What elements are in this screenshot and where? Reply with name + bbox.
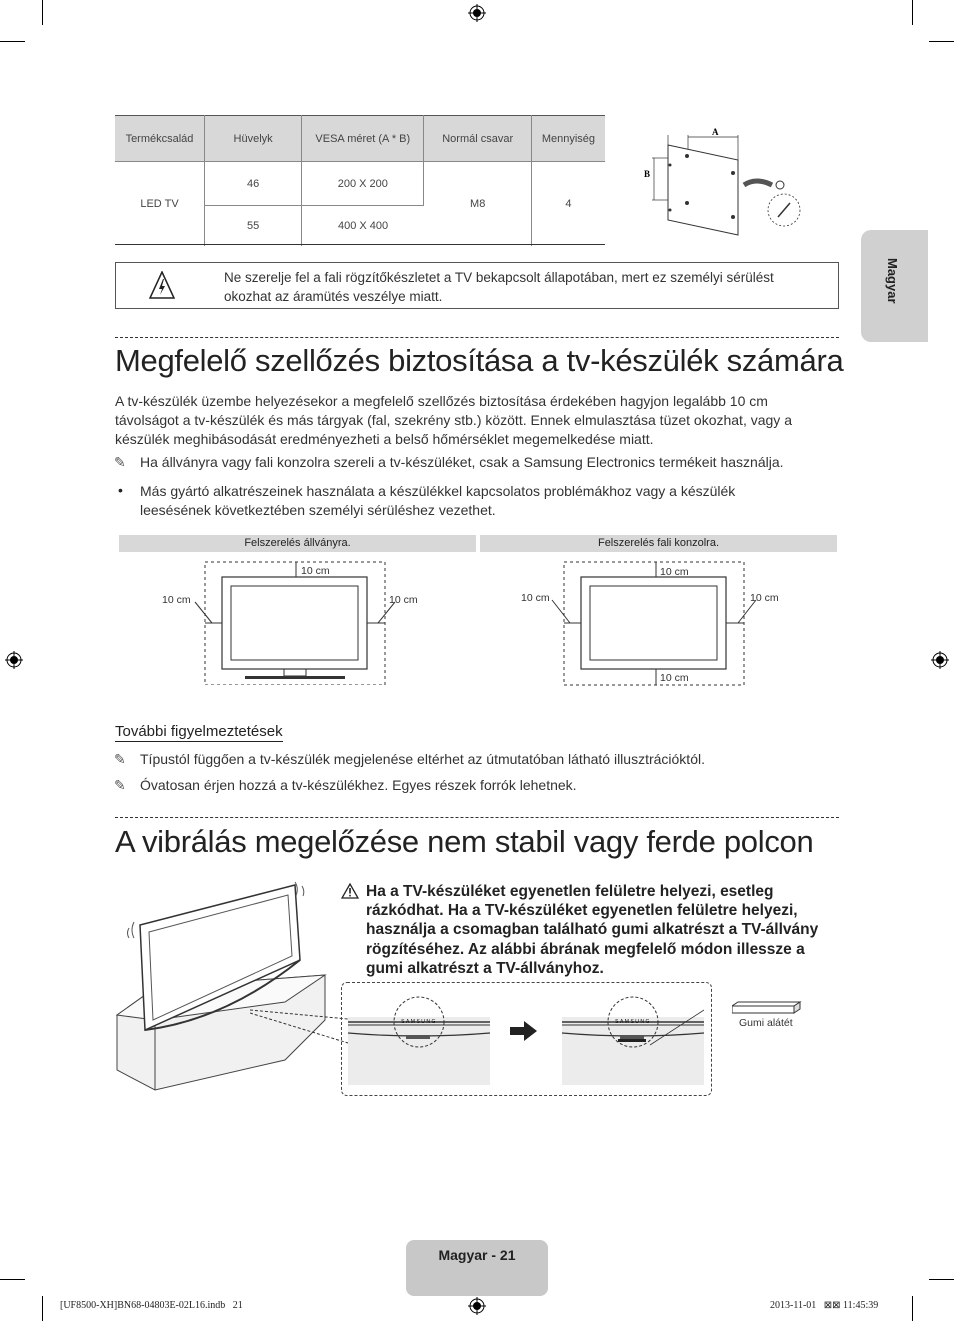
note-pencil-icon: ✎ (114, 751, 126, 767)
table-cell: 200 X 200 (302, 162, 424, 206)
note-text: Ha állványra vagy fali konzolra szereli a tv-készüléket, csak a Samsung Electronics termékeit használja. (140, 454, 784, 470)
table-header-cell: Mennyiség (531, 116, 605, 162)
note-pencil-icon: ✎ (114, 454, 126, 470)
language-side-tab (861, 230, 928, 342)
table-cell-screw: M8 (424, 162, 531, 247)
table-cell: 400 X 400 (337, 220, 389, 232)
clearance-label-left: 10 cm (521, 592, 550, 604)
section-divider (115, 817, 839, 818)
brand-logo-text: SAMSUNG (401, 1019, 437, 1025)
ventilation-paragraph: A tv-készülék üzembe helyezésekor a megfelelő szellőzés biztosítása érdekében hagyjon legalább 10 cm távolságot a tv-készülék és más tárgyak (fal, szekrény stb.) között. Ennek elmulasztása tüzet okozhat, vagy a készülék meghibásodását eredményezheti a belső hőmérséklet megemelkedése miatt. (115, 393, 792, 447)
callout-lines (250, 1005, 350, 1045)
clearance-label-right: 10 cm (750, 592, 779, 604)
table-header-cell: Termékcsalád (115, 116, 205, 162)
table-row (115, 162, 605, 206)
stand-after-detail (562, 995, 704, 1055)
right-arrow-icon (510, 1020, 538, 1042)
registration-mark-icon (468, 4, 486, 22)
registration-mark-icon (5, 651, 23, 669)
wall-mount-clearance-diagram (510, 555, 770, 690)
clearance-label-top: 10 cm (301, 565, 330, 577)
bullet-icon: • (118, 482, 123, 498)
table-bottom-rule (115, 244, 605, 245)
language-tab-label: Magyar (885, 258, 900, 304)
section-title-vibration: A vibrálás megelőzése nem stabil vagy ferde polcon (115, 824, 814, 859)
crop-mark (0, 41, 25, 42)
stand-before-detail (348, 995, 490, 1055)
high-voltage-warning-icon (149, 271, 175, 299)
table-cell: 55 (205, 206, 302, 247)
imprint-file: [UF8500-XH]BN68-04803E-02L16.indb 21 (60, 1300, 243, 1311)
dimension-label-a: A (712, 127, 719, 137)
registration-mark-icon (468, 1297, 486, 1315)
warning-box (115, 262, 839, 309)
clearance-label-right: 10 cm (389, 594, 418, 606)
section-title-ventilation: Megfelelő szellőzés biztosítása a tv-készülék számára (115, 343, 844, 378)
vibration-warning-text: Ha a TV-készüléket egyenetlen felületre helyezi, esetleg rázkódhat. Ha a TV-készüléket egyenetlen felületre helyezi, használja a csomagban található gumi alkatrészt a TV-állvány rögzítéséhez. Az alábbi ábrának megfelelő módon illessze a gumi alkatrészt a TV-állványhoz. (366, 883, 819, 977)
table-cell-quantity: 4 (565, 198, 572, 210)
table-cell-family: LED TV (115, 162, 205, 247)
clearance-label-top: 10 cm (660, 566, 689, 578)
crop-mark (42, 1296, 43, 1321)
imprint-date: 2013-11-01 ⊠⊠ 11:45:39 (770, 1300, 879, 1311)
clearance-label-left: 10 cm (162, 594, 191, 606)
crop-mark (912, 1296, 913, 1321)
page-number: Magyar - 21 (438, 1247, 516, 1263)
rubber-pad-label: Gumi alátét (739, 1017, 793, 1029)
section-divider (115, 337, 839, 338)
table-header-cell: Normál csavar (424, 116, 531, 162)
stand-mount-clearance-diagram (150, 555, 410, 685)
table-cell: 46 (205, 162, 302, 206)
wall-bracket-diagram (640, 125, 805, 240)
rubber-pad-icon (732, 1000, 802, 1016)
brand-logo-text: SAMSUNG (615, 1019, 651, 1025)
clearance-label-bottom: 10 cm (660, 672, 689, 684)
crop-mark (42, 0, 43, 25)
further-warnings-heading: További figyelmeztetések (115, 723, 283, 740)
dimension-label-b: B (644, 169, 651, 179)
page-number-tab (406, 1240, 548, 1296)
crop-mark (912, 0, 913, 25)
note-pencil-icon: ✎ (114, 777, 126, 793)
table-header-cell: Hüvelyk (205, 116, 302, 162)
further-note-1: Típustól függően a tv-készülék megjelenése eltérhet az útmutatóban látható illusztrációktól. (140, 751, 705, 767)
stand-mount-caption: Felszerelés állványra. (119, 535, 476, 552)
registration-mark-icon (931, 651, 949, 669)
wall-mount-caption: Felszerelés fali konzolra. (480, 535, 837, 552)
table-header-row (115, 116, 605, 162)
bullet-text: Más gyártó alkatrészeinek használata a készülékkel kapcsolatos problémákhoz vagy a készülék leesésének következtében személyi sérüléshez vezethet. (140, 483, 736, 518)
crop-mark (929, 41, 954, 42)
table-header-cell: VESA méret (A * B) (302, 116, 424, 162)
vesa-spec-table (115, 115, 605, 246)
tv-on-cabinet-illustration (115, 880, 345, 1095)
warning-text: Ne szerelje fel a fali rögzítőkészletet a TV bekapcsolt állapotában, mert ez személyi sérülést okozhat az áramütés veszélye miatt. (224, 270, 774, 304)
further-note-2: Óvatosan érjen hozzá a tv-készülékhez. Egyes részek forrók lehetnek. (140, 777, 577, 793)
crop-mark (0, 1279, 25, 1280)
crop-mark (929, 1279, 954, 1280)
